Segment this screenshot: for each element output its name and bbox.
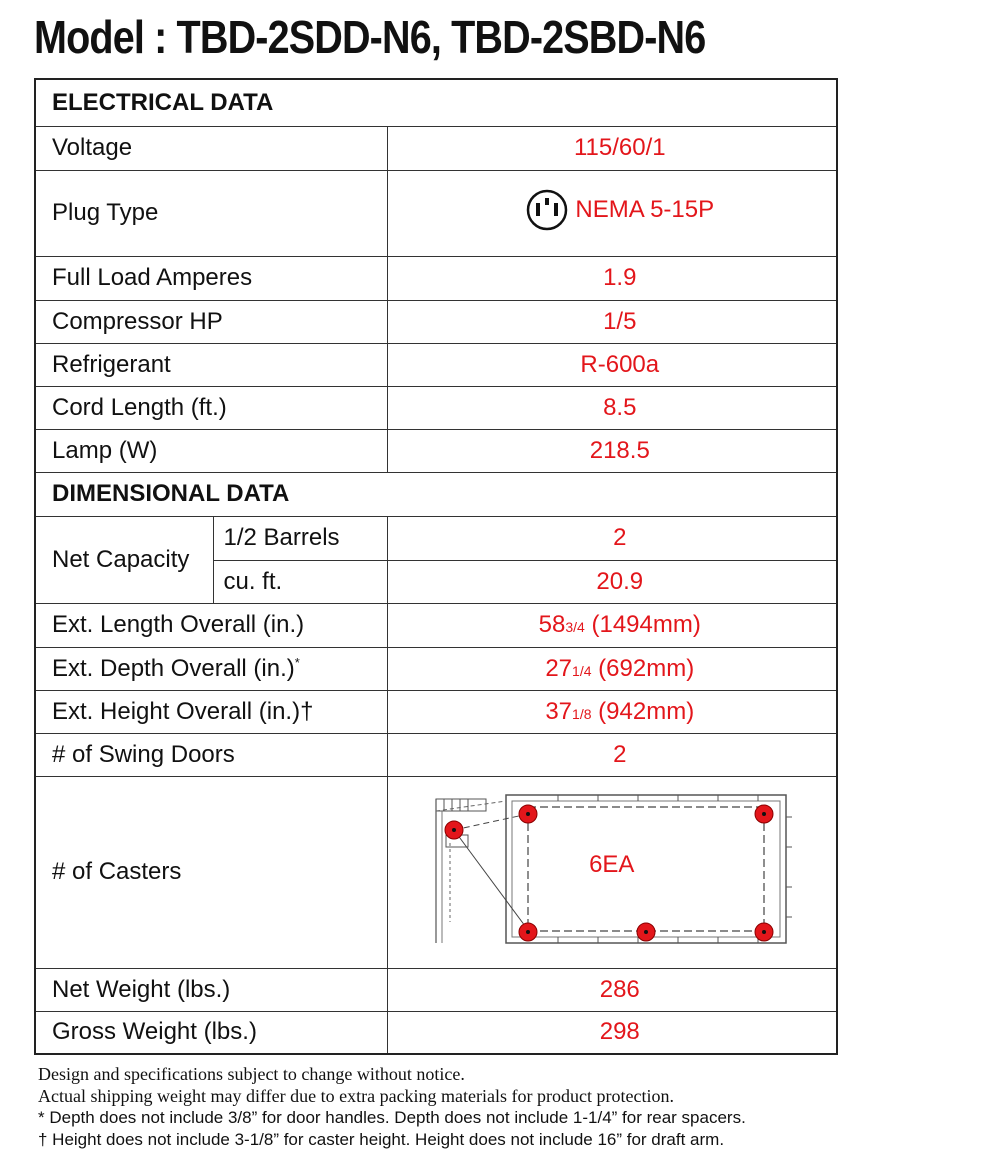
length-metric: (1494mm) <box>584 611 701 638</box>
row-ext-depth <box>35 647 837 690</box>
note-line-4: † Height does not include 3-1/8” for caster height. Height does not include 16” for draft arm. <box>38 1130 725 1149</box>
length-fraction: 3/4 <box>565 619 585 635</box>
net-weight-label: Net Weight (lbs.) <box>35 968 387 1011</box>
row-swing-doors <box>35 733 837 776</box>
height-value <box>387 690 837 733</box>
lamp-label: Lamp (W) <box>35 429 387 472</box>
voltage-label: Voltage <box>35 126 387 170</box>
hp-value: 1/5 <box>387 300 837 343</box>
cuft-value: 20.9 <box>387 560 837 603</box>
electrical-heading: ELECTRICAL DATA <box>35 79 837 126</box>
cord-value: 8.5 <box>387 386 837 429</box>
height-label-cell <box>35 690 387 733</box>
hp-label: Compressor HP <box>35 300 387 343</box>
note-line-2: Actual shipping weight may differ due to extra packing materials for product protection. <box>38 1086 674 1106</box>
doors-label: # of Swing Doors <box>35 733 387 776</box>
row-plug-type <box>35 170 837 256</box>
row-ext-height <box>35 690 837 733</box>
note-line-3: * Depth does not include 3/8” for door handles. Depth does not include 1-1/4” for rear spacers. <box>38 1108 746 1127</box>
height-footnote-mark: † <box>300 697 314 725</box>
depth-whole: 27 <box>545 654 573 682</box>
section-header-dimensional <box>35 472 837 516</box>
plug-type-value: NEMA 5-15P <box>575 195 715 223</box>
height-whole: 37 <box>545 697 573 725</box>
fla-value: 1.9 <box>387 256 837 300</box>
dimensional-heading: DIMENSIONAL DATA <box>35 472 837 516</box>
net-weight-value: 286 <box>387 968 837 1011</box>
plug-type-label: Plug Type <box>35 170 387 256</box>
plug-type-cell <box>387 170 837 256</box>
cord-label: Cord Length (ft.) <box>35 386 387 429</box>
row-net-capacity-barrels <box>35 516 837 560</box>
note-line-1: Design and specifications subject to change without notice. <box>38 1064 465 1084</box>
casters-label: # of Casters <box>35 776 387 968</box>
barrels-value: 2 <box>387 516 837 560</box>
fla-label: Full Load Amperes <box>35 256 387 300</box>
depth-footnote-mark: * <box>294 654 300 670</box>
depth-fraction: 1/4 <box>572 662 592 679</box>
length-whole: 58 <box>538 611 566 638</box>
row-full-load-amperes <box>35 256 837 300</box>
row-ext-length <box>35 603 837 647</box>
lamp-value: 218.5 <box>387 429 837 472</box>
row-lamp <box>35 429 837 472</box>
net-capacity-label: Net Capacity <box>35 516 213 603</box>
row-cord-length <box>35 386 837 429</box>
page-title: Model : TBD-2SDD-N6, TBD-2SBD-N6 <box>34 11 706 63</box>
depth-value <box>387 647 837 690</box>
length-value <box>387 603 837 647</box>
spec-table <box>34 78 838 1055</box>
row-gross-weight <box>35 1011 837 1054</box>
row-casters <box>35 776 837 968</box>
row-refrigerant <box>35 343 837 386</box>
barrels-label: 1/2 Barrels <box>213 516 387 560</box>
gross-weight-label: Gross Weight (lbs.) <box>35 1011 387 1054</box>
length-label: Ext. Length Overall (in.) <box>35 603 387 647</box>
footnotes <box>38 1063 746 1151</box>
refrigerant-label: Refrigerant <box>35 343 387 386</box>
height-metric: (942mm) <box>591 697 695 725</box>
height-fraction: 1/8 <box>572 705 592 722</box>
depth-label-cell <box>35 647 387 690</box>
casters-cell <box>387 776 837 968</box>
refrigerant-value: R-600a <box>387 343 837 386</box>
row-compressor-hp <box>35 300 837 343</box>
height-label: Ext. Height Overall (in.) <box>52 697 301 725</box>
depth-label: Ext. Depth Overall (in.) <box>52 654 295 682</box>
gross-weight-value: 298 <box>387 1011 837 1054</box>
depth-metric: (692mm) <box>591 654 695 682</box>
nema-plug-icon <box>525 188 569 232</box>
row-voltage <box>35 126 837 170</box>
voltage-value: 115/60/1 <box>387 126 837 170</box>
casters-value: 6EA <box>589 851 635 878</box>
cuft-label: cu. ft. <box>213 560 387 603</box>
section-header-electrical <box>35 79 837 126</box>
doors-value: 2 <box>387 733 837 776</box>
row-net-weight <box>35 968 837 1011</box>
